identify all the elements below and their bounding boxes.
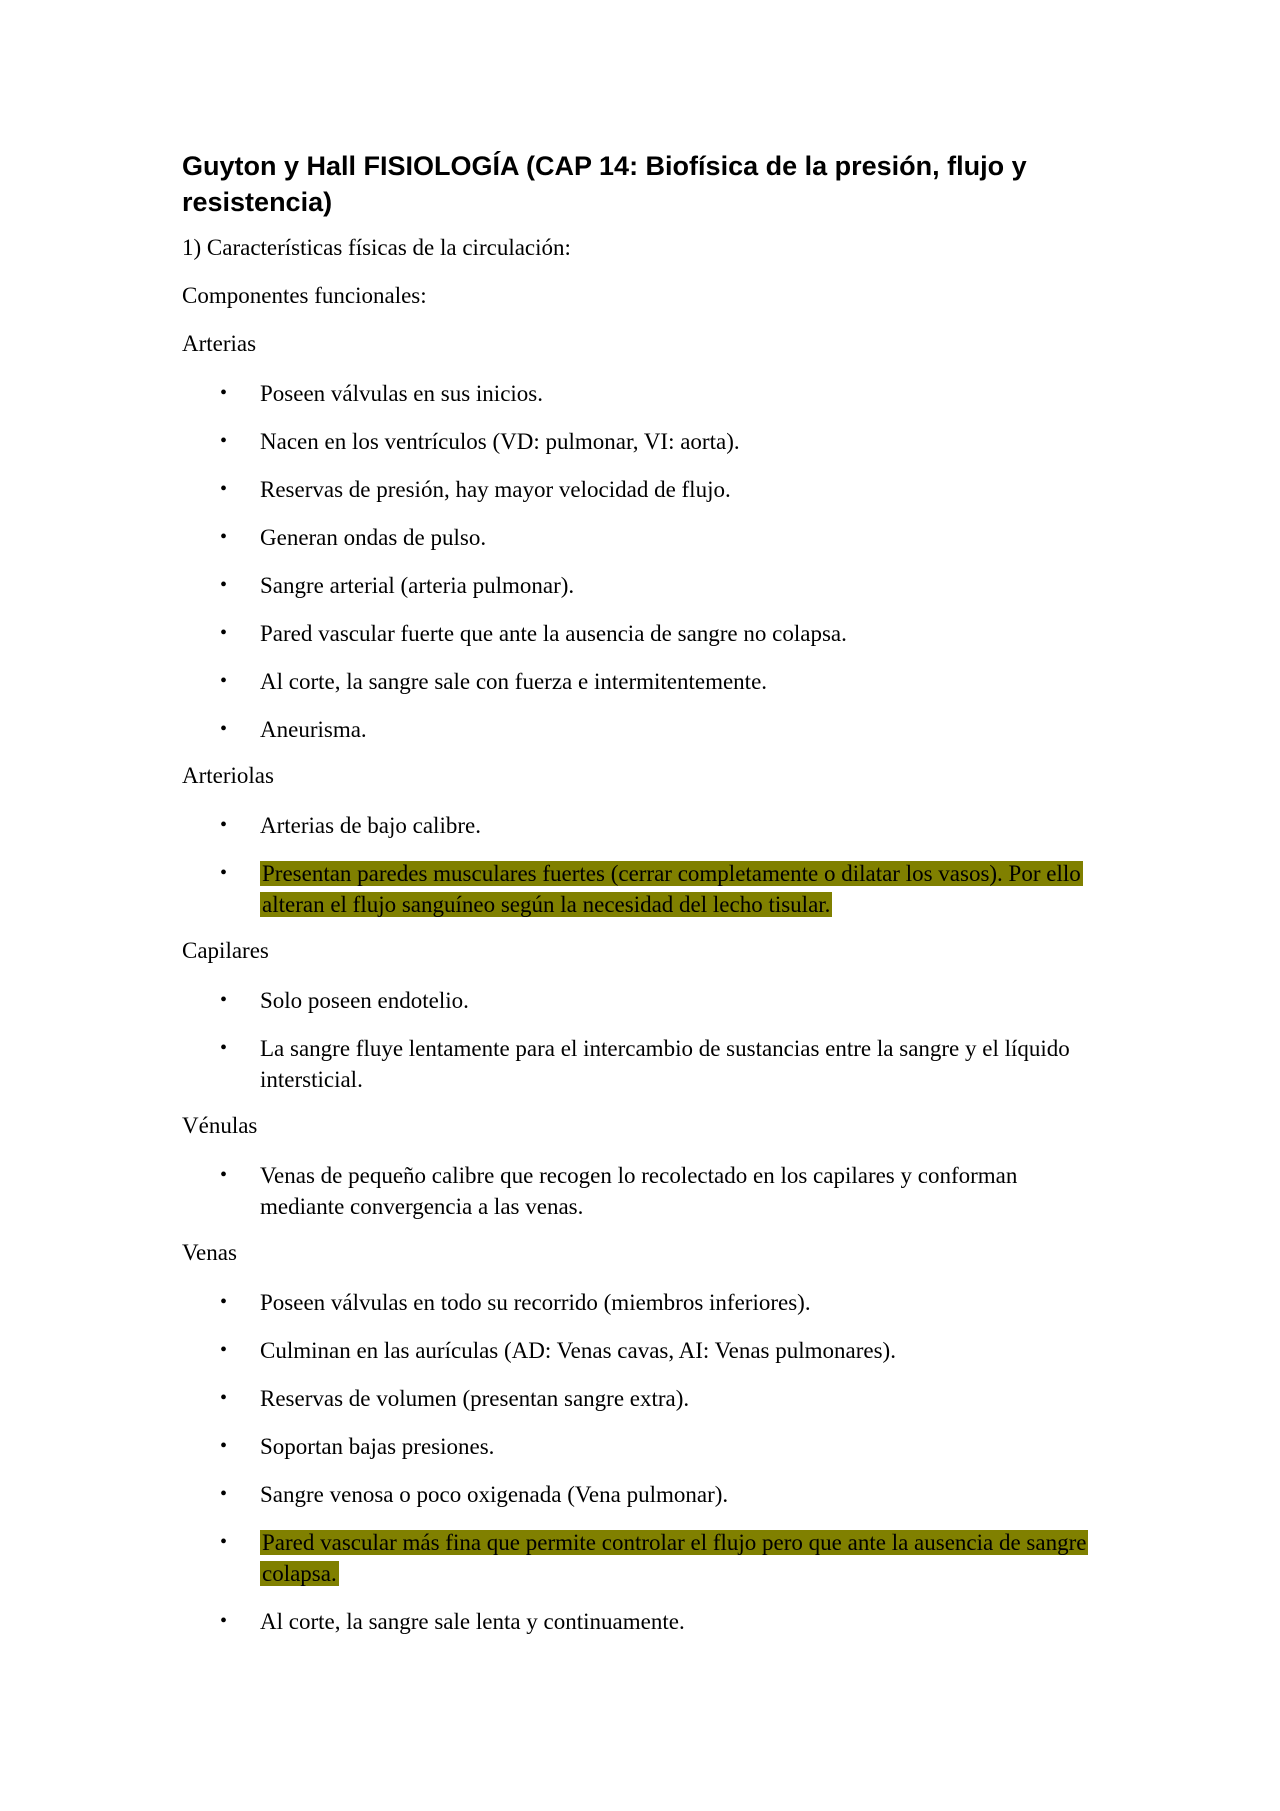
bullet-icon: • (220, 1387, 228, 1409)
bullet-icon: • (220, 382, 228, 404)
bullet-icon: • (220, 1291, 228, 1313)
bullet-icon: • (220, 1164, 228, 1186)
list-item: • Poseen válvulas en sus inicios. (182, 378, 1102, 409)
list-item: • Pared vascular fuerte que ante la ausencia de sangre no colapsa. (182, 618, 1102, 649)
list-item: • Poseen válvulas en todo su recorrido (miembros inferiores). (182, 1287, 1102, 1318)
list-item: • Aneurisma. (182, 714, 1102, 745)
section-subtitle: 1) Características físicas de la circulación: (182, 235, 571, 260)
section-arteriolas (182, 762, 1102, 920)
list-item: • Solo poseen endotelio. (182, 985, 1102, 1016)
bullet-icon: • (220, 1610, 228, 1632)
document-title: Guyton y Hall FISIOLOGÍA (CAP 14: Biofísica de la presión, flujo y resistencia) (182, 151, 1027, 217)
section-heading: Vénulas (182, 1113, 258, 1138)
section-heading: Arteriolas (182, 763, 274, 788)
bullet-icon: • (220, 622, 228, 644)
bullet-list (182, 810, 1102, 920)
intro-paragraph: Componentes funcionales: (182, 283, 427, 308)
bullet-list (182, 1160, 1102, 1222)
bullet-icon: • (220, 989, 228, 1011)
bullet-icon: • (220, 718, 228, 740)
bullet-icon: • (220, 574, 228, 596)
highlighted-text: Pared vascular más fina que permite controlar el flujo pero que ante la ausencia de sangre colapsa. (262, 1530, 1087, 1586)
bullet-icon: • (220, 1435, 228, 1457)
bullet-icon: • (220, 862, 228, 884)
bullet-icon: • (220, 430, 228, 452)
list-item: • Al corte, la sangre sale lenta y continuamente. (182, 1606, 1102, 1637)
list-item-highlighted (182, 1527, 1102, 1589)
bullet-list (182, 985, 1102, 1095)
section-capilares (182, 937, 1102, 1095)
list-item: • Sangre venosa o poco oxigenada (Vena pulmonar). (182, 1479, 1102, 1510)
bullet-icon: • (220, 1483, 228, 1505)
bullet-icon: • (220, 1531, 228, 1553)
list-item: • Arterias de bajo calibre. (182, 810, 1102, 841)
bullet-icon: • (220, 1339, 228, 1361)
bullet-icon: • (220, 478, 228, 500)
list-item: • Sangre arterial (arteria pulmonar). (182, 570, 1102, 601)
section-venulas (182, 1112, 1102, 1222)
bullet-list (182, 378, 1102, 745)
section-arterias (182, 330, 1102, 745)
list-item: • Reservas de presión, hay mayor velocidad de flujo. (182, 474, 1102, 505)
section-heading: Venas (182, 1240, 237, 1265)
list-item: • La sangre fluye lentamente para el intercambio de sustancias entre la sangre y el líquido intersticial. (182, 1033, 1102, 1095)
section-heading: Arterias (182, 331, 257, 356)
list-item: • Reservas de volumen (presentan sangre extra). (182, 1383, 1102, 1414)
document-page (182, 148, 1102, 1654)
list-item: • Nacen en los ventrículos (VD: pulmonar, VI: aorta). (182, 426, 1102, 457)
bullet-icon: • (220, 670, 228, 692)
list-item: • Culminan en las aurículas (AD: Venas cavas, AI: Venas pulmonares). (182, 1335, 1102, 1366)
bullet-list (182, 1287, 1102, 1637)
bullet-icon: • (220, 814, 228, 836)
bullet-icon: • (220, 526, 228, 548)
list-item: • Generan ondas de pulso. (182, 522, 1102, 553)
list-item: • Soportan bajas presiones. (182, 1431, 1102, 1462)
highlighted-text: Presentan paredes musculares fuertes (cerrar completamente o dilatar los vasos). Por ello alteran el flujo sanguíneo según la necesidad del lecho tisular. (262, 861, 1081, 917)
section-venas (182, 1239, 1102, 1637)
section-heading: Capilares (182, 938, 269, 963)
bullet-icon: • (220, 1037, 228, 1059)
list-item: • Venas de pequeño calibre que recogen lo recolectado en los capilares y conforman mediante convergencia a las venas. (182, 1160, 1102, 1222)
list-item-highlighted (182, 858, 1102, 920)
list-item: • Al corte, la sangre sale con fuerza e intermitentemente. (182, 666, 1102, 697)
